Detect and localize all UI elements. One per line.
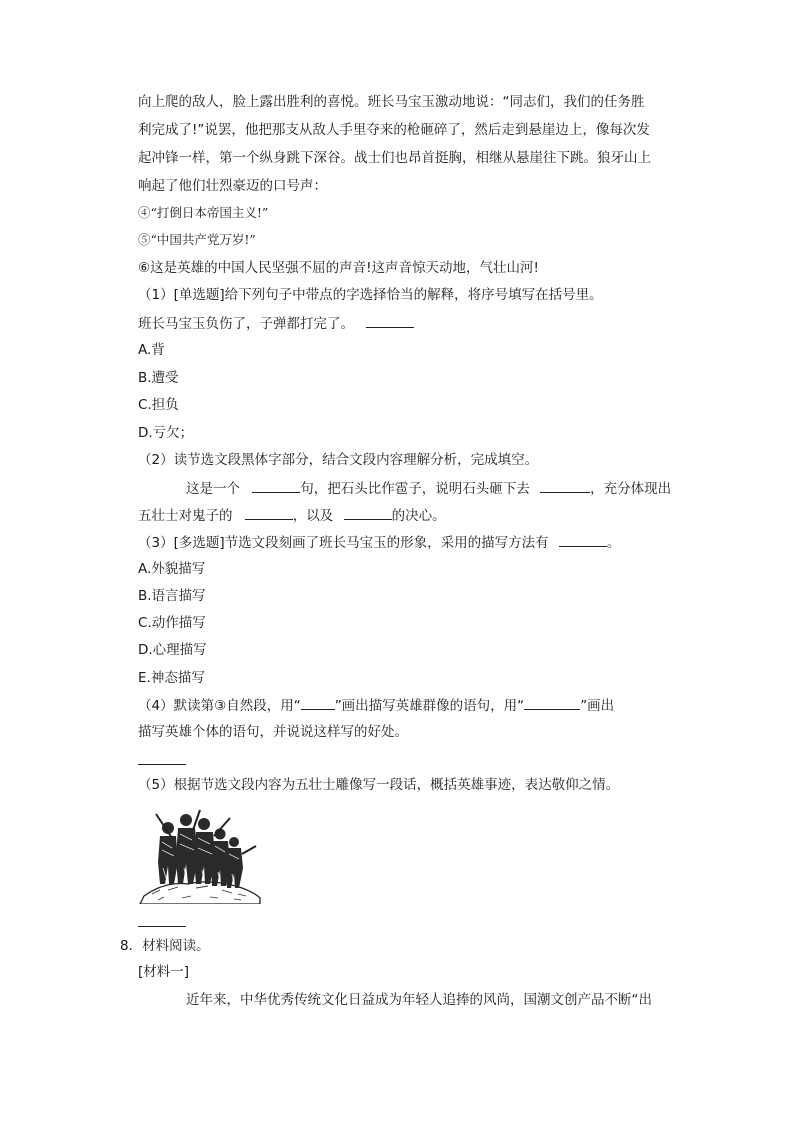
q5-answer-line[interactable]	[138, 912, 186, 933]
slogan-5: ⑤“中国共产党万岁!”	[138, 232, 256, 247]
passage-line-2: 利完成了!”说罢，他把那支从敌人手里夺来的枪砸碎了，然后走到悬崖边上，像每次发	[138, 122, 650, 138]
q4-answer-line[interactable]	[138, 750, 186, 771]
q4-line-1	[138, 695, 614, 716]
q2-text-1c: ，充分体现出	[590, 481, 672, 497]
q4-answer-blank[interactable]	[138, 750, 186, 765]
q4-blank-2[interactable]	[524, 695, 580, 710]
q2-line-2	[138, 505, 446, 526]
q3-stem-end: 。	[606, 535, 621, 551]
passage-line-4: 响起了他们壮烈豪迈的口号声：	[138, 178, 327, 194]
q1-sentence: 班长马宝玉负伤了，子弹都打完了。	[138, 316, 354, 332]
passage-line-3: 起冲锋一样，第一个纵身跳下深谷。战士们也昂首挺胸，相继从悬崖往下跳。狼牙山上	[138, 150, 651, 166]
q2-text-2a: 五壮士对鬼子的	[138, 508, 233, 524]
q3-option-c: C.动作描写	[138, 615, 206, 631]
q2-line-1	[186, 478, 671, 499]
q4-blank-1[interactable]	[301, 695, 335, 710]
q1-sentence-line	[138, 313, 414, 334]
q2-blank-3[interactable]	[245, 505, 293, 520]
q1-answer-blank[interactable]	[366, 313, 414, 328]
q5-stem: （5）根据节选文段内容为五壮士雕像写一段话，概括英雄事迹，表达敬仰之情。	[138, 777, 620, 793]
q3-stem: （3）[多选题]节选文段刻画了班长马宝玉的形象，采用的描写方法有	[138, 535, 549, 551]
five-heroes-statue-illustration	[138, 808, 262, 904]
q4-text-1a: （4）默读第③自然段，用“	[138, 698, 301, 714]
q8-material-label: [材料一]	[138, 964, 190, 980]
q2-text-1a: 这是一个	[186, 481, 240, 497]
q2-blank-2[interactable]	[540, 478, 590, 493]
passage-line-1: 向上爬的敌人，脸上露出胜利的喜悦。班长马宝玉激动地说：“同志们，我们的任务胜	[138, 94, 645, 110]
q3-option-b: B.语言描写	[138, 588, 206, 604]
q1-option-b: B.遭受	[138, 370, 179, 386]
q8-material-text: 近年来，中华优秀传统文化日益成为年轻人追捧的风尚，国潮文创产品不断“出	[186, 992, 652, 1008]
q3-option-e: E.神态描写	[138, 670, 205, 686]
q2-blank-1[interactable]	[252, 478, 300, 493]
q4-text-1c: ”画出	[580, 698, 615, 714]
q1-option-c: C.担负	[138, 397, 179, 413]
q5-answer-blank[interactable]	[138, 912, 186, 927]
q2-blank-4[interactable]	[344, 505, 392, 520]
slogan-4: ④“打倒日本帝国主义!”	[138, 205, 269, 220]
passage-line-6: ⑥这是英雄的中国人民坚强不屈的声音!这声音惊天动地，气壮山河!	[138, 260, 539, 276]
q8-title: 8．材料阅读。	[120, 938, 210, 954]
q3-option-a: A.外貌描写	[138, 561, 206, 577]
q3-option-d: D.心理描写	[138, 642, 207, 658]
q1-option-d: D.亏欠；	[138, 425, 194, 441]
q2-stem: （2）读节选文段黑体字部分，结合文段内容理解分析，完成填空。	[138, 452, 539, 468]
q2-text-1b: 句，把石头比作雹子，说明石头砸下去	[300, 481, 530, 497]
q4-text-1b: ”画出描写英雄群像的语句，用“	[334, 698, 525, 714]
q3-answer-blank[interactable]	[559, 532, 607, 547]
q1-option-a: A.背	[138, 342, 165, 358]
q3-stem-line	[138, 532, 620, 553]
q2-text-2b: ，以及	[292, 508, 334, 524]
q2-text-2c: 的决心。	[391, 508, 446, 524]
q4-line-2: 描写英雄个体的语句，并说说这样写的好处。	[138, 724, 408, 740]
q1-stem: （1）[单选题]给下列句子中带点的字选择恰当的解释，将序号填写在括号里。	[138, 287, 603, 303]
